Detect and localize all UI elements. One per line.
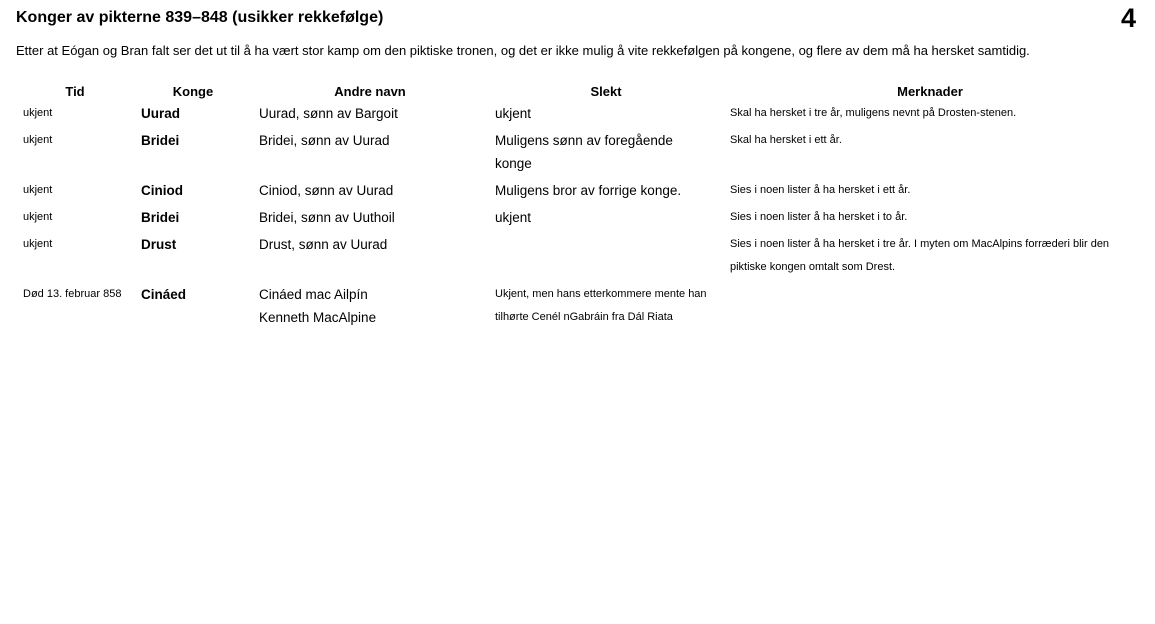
cell-merknader-line: Skal ha hersket i tre år, muligens nevnt på Drosten-stenen. [730, 107, 1017, 119]
cell-merknader [724, 233, 1136, 283]
cell-andre-navn [252, 102, 488, 129]
cell-konge: Bridei [141, 210, 180, 225]
cell-slekt-line: Ukjent, men hans etterkommere mente han [495, 288, 707, 300]
cell-slekt-line: tilhørte Cenél nGabráin fra Dál Riata [495, 311, 673, 323]
cell-slekt [488, 102, 724, 129]
header-tid: Tid [65, 83, 85, 99]
cell-tid: ukjent [23, 184, 53, 196]
table-body [16, 102, 1136, 333]
cell-andre-navn [252, 179, 488, 206]
cell-slekt [488, 179, 724, 206]
intro-paragraph: Etter at Eógan og Bran falt ser det ut til å ha vært stor kamp om den piktiske tronen, og det er ikke mulig å vite rekkefølgen på kongene, og flere av dem må ha hersket samtidig. [16, 43, 1030, 58]
cell-andre-navn-line: Drust, sønn av Uurad [259, 237, 388, 252]
table-row [16, 233, 1136, 283]
table-row [16, 179, 1136, 206]
cell-tid: ukjent [23, 211, 53, 223]
table-row [16, 102, 1136, 129]
cell-merknader [724, 206, 1136, 233]
header-konge: Konge [172, 83, 214, 99]
cell-tid: ukjent [23, 107, 53, 119]
cell-konge: Cináed [141, 287, 187, 302]
cell-slekt [488, 129, 724, 179]
cell-andre-navn-line: Bridei, sønn av Uuthoil [259, 210, 395, 225]
page-number: 4 [1120, 3, 1136, 33]
table-row [16, 129, 1136, 179]
cell-slekt [488, 283, 724, 333]
table-row [16, 206, 1136, 233]
cell-merknader-line: piktiske kongen omtalt som Drest. [730, 261, 896, 273]
cell-tid: ukjent [23, 238, 53, 250]
cell-andre-navn [252, 129, 488, 179]
cell-merknader [724, 129, 1136, 179]
cell-andre-navn-line: Ciniod, sønn av Uurad [259, 183, 394, 198]
cell-merknader [724, 283, 1136, 333]
cell-konge: Drust [141, 237, 177, 252]
cell-andre-navn [252, 206, 488, 233]
table-row [16, 283, 1136, 333]
cell-andre-navn-line: Cináed mac Ailpín [259, 287, 368, 302]
cell-slekt-line: ukjent [495, 210, 532, 225]
kings-table [16, 80, 1136, 333]
cell-andre-navn [252, 233, 488, 283]
header-merknader: Merknader [897, 83, 963, 99]
cell-slekt-line: ukjent [495, 106, 532, 121]
cell-konge: Ciniod [141, 183, 183, 198]
cell-andre-navn-line: Kenneth MacAlpine [259, 310, 377, 325]
cell-andre-navn-line: Bridei, sønn av Uurad [259, 133, 390, 148]
cell-andre-navn [252, 283, 488, 333]
cell-merknader [724, 179, 1136, 206]
cell-andre-navn-line: Uurad, sønn av Bargoit [259, 106, 398, 121]
cell-merknader [724, 102, 1136, 129]
cell-slekt-line: Muligens bror av forrige konge. [495, 183, 682, 198]
cell-merknader-line: Sies i noen lister å ha hersket i ett år. [730, 184, 911, 196]
header-andre-navn: Andre navn [334, 83, 406, 99]
page-title: Konger av pikterne 839–848 (usikker rekkefølge) [16, 9, 384, 26]
cell-merknader-line: Sies i noen lister å ha hersket i to år. [730, 211, 908, 223]
cell-merknader-line: Skal ha hersket i ett år. [730, 134, 842, 146]
cell-konge: Bridei [141, 133, 180, 148]
cell-tid: Død 13. februar 858 [23, 288, 122, 300]
cell-merknader-line: Sies i noen lister å ha hersket i tre år. I myten om MacAlpins forræderi blir den [730, 238, 1110, 250]
cell-slekt-line: konge [495, 156, 532, 171]
cell-konge: Uurad [141, 106, 181, 121]
table-header-row [16, 80, 1136, 102]
cell-slekt [488, 233, 724, 283]
cell-slekt [488, 206, 724, 233]
cell-slekt-line: Muligens sønn av foregående [495, 133, 673, 148]
cell-tid: ukjent [23, 134, 53, 146]
header-slekt: Slekt [590, 83, 622, 99]
